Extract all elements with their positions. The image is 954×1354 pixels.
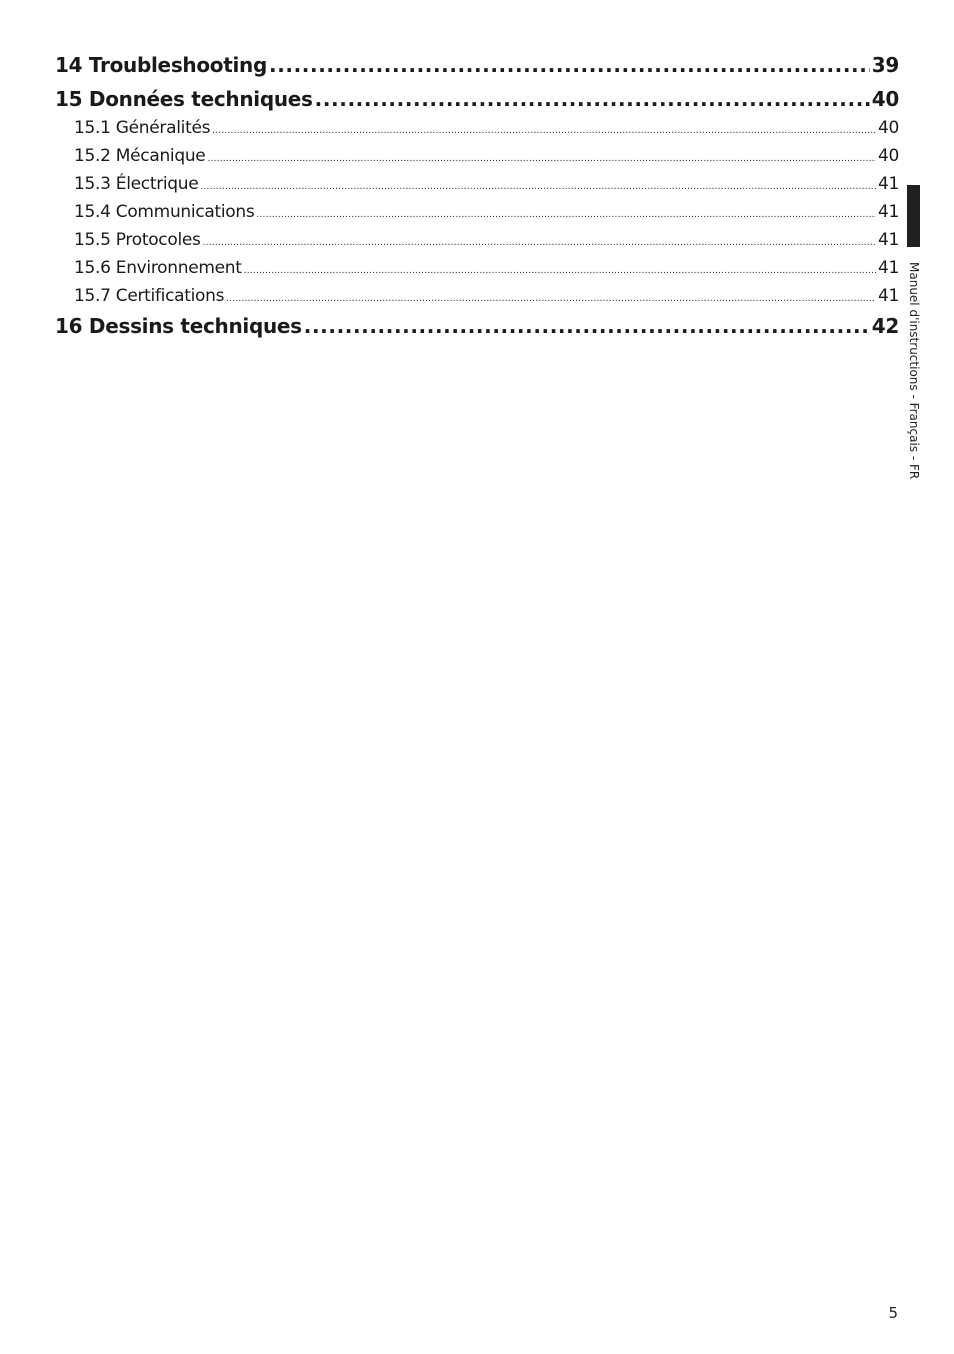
toc-entry-generalites[interactable] [55, 114, 899, 142]
toc-entry-page: 41 [877, 174, 899, 194]
toc-entry-title: 15.6 Environnement [74, 258, 242, 278]
toc-dot-leader [200, 173, 876, 201]
toc-entry-page: 42 [871, 314, 899, 338]
toc-entry-title: 15.3 Électrique [74, 174, 199, 194]
toc-dot-leader [269, 48, 870, 82]
table-of-contents [55, 48, 899, 343]
toc-entry-page: 41 [877, 230, 899, 250]
page-number: 5 [888, 1304, 898, 1322]
toc-entry-page: 40 [877, 146, 899, 166]
toc-entry-title: 15.4 Communications [74, 202, 255, 222]
toc-entry-mecanique[interactable] [55, 142, 899, 170]
toc-entry-dessins-techniques[interactable] [55, 309, 899, 343]
toc-entry-page: 41 [877, 258, 899, 278]
toc-entry-title: 14 Troubleshooting [55, 53, 268, 77]
toc-entry-page: 40 [877, 118, 899, 138]
toc-entry-communications[interactable] [55, 198, 899, 226]
toc-entry-page: 39 [871, 53, 899, 77]
toc-entry-title: 15.1 Généralités [74, 118, 211, 138]
toc-entry-donnees-techniques[interactable] [55, 82, 899, 116]
toc-dot-leader [304, 309, 870, 343]
toc-entry-title: 15.7 Certifications [74, 286, 225, 306]
toc-dot-leader [315, 82, 870, 116]
toc-entry-title: 15 Données techniques [55, 87, 313, 111]
toc-dot-leader [203, 229, 876, 257]
toc-entry-page: 41 [877, 202, 899, 222]
toc-dot-leader [244, 257, 876, 285]
toc-entry-page: 40 [871, 87, 899, 111]
toc-entry-title: 16 Dessins techniques [55, 314, 302, 338]
toc-dot-leader [256, 201, 876, 229]
toc-entry-troubleshooting[interactable] [55, 48, 899, 82]
toc-entry-protocoles[interactable] [55, 226, 899, 254]
toc-entry-certifications[interactable] [55, 282, 899, 310]
toc-entry-title: 15.2 Mécanique [74, 146, 206, 166]
section-tab-marker [907, 185, 920, 247]
sidebar-manual-label: Manuel d'instructions - Français - FR [907, 262, 921, 480]
toc-entry-electrique[interactable] [55, 170, 899, 198]
toc-entry-title: 15.5 Protocoles [74, 230, 201, 250]
toc-entry-page: 41 [877, 286, 899, 306]
toc-dot-leader [212, 117, 876, 145]
toc-entry-environnement[interactable] [55, 254, 899, 282]
toc-dot-leader [207, 145, 875, 173]
